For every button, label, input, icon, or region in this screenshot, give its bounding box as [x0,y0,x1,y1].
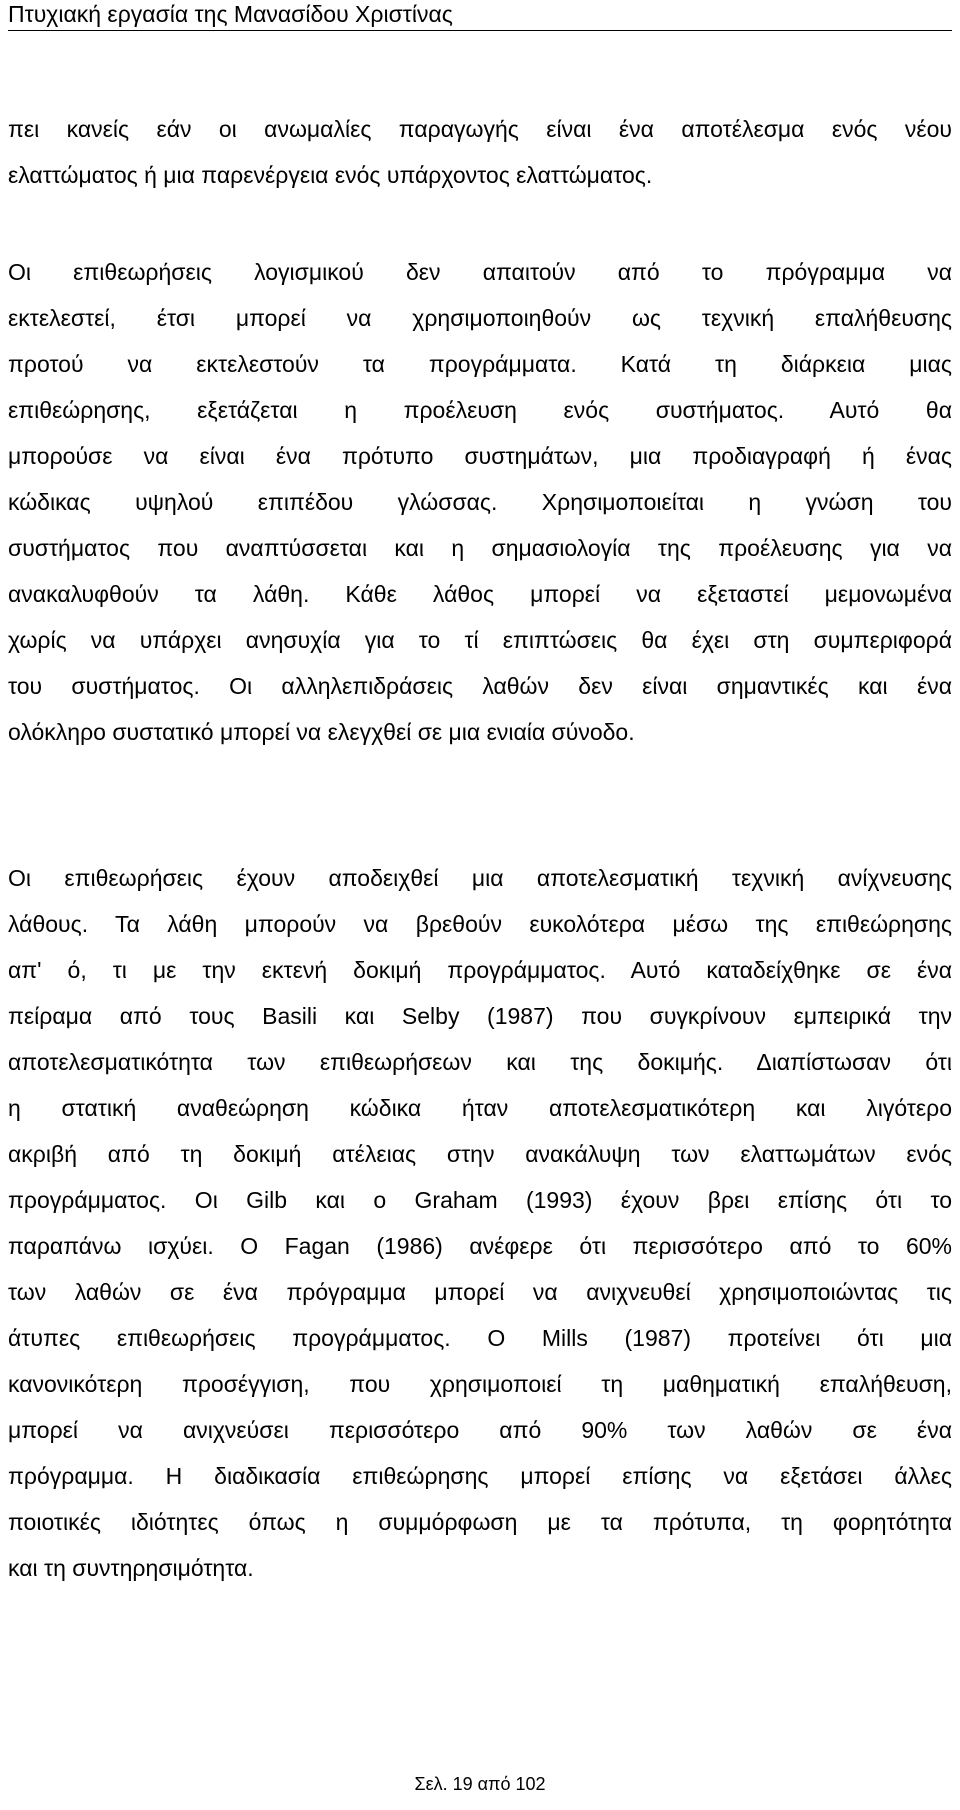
paragraph-3-line-2: λάθους. Τα λάθη μπορούν να βρεθούν ευκολότερα μέσω της επιθεώρησης [8,911,952,937]
paragraph-3-line-10: των λαθών σε ένα πρόγραμμα μπορεί να ανιχνευθεί χρησιμοποιώντας τις [8,1279,952,1305]
paragraph-2-line-4: επιθεώρησης, εξετάζεται η προέλευση ενός συστήματος. Αυτό θα [8,397,952,423]
paragraph-2-line-2: εκτελεστεί, έτσι μπορεί να χρησιμοποιηθούν ως τεχνική επαλήθευσης [8,305,952,331]
paragraph-2-line-11: ολόκληρο συστατικό μπορεί να ελεγχθεί σε μια ενιαία σύνοδο. [8,719,635,745]
paragraph-3-line-13: μπορεί να ανιχνεύσει περισσότερο από 90% των λαθών σε ένα [8,1417,952,1443]
paragraph-3-line-7: ακριβή από τη δοκιμή ατέλειας στην ανακάλυψη των ελαττωμάτων ενός [8,1141,952,1167]
paragraph-3-line-12: κανονικότερη προσέγγιση, που χρησιμοποιεί τη μαθηματική επαλήθευση, [8,1371,952,1397]
paragraph-3-line-14: πρόγραμμα. Η διαδικασία επιθεώρησης μπορεί επίσης να εξετάσει άλλες [8,1463,952,1489]
paragraph-2-line-6: κώδικας υψηλού επιπέδου γλώσσας. Χρησιμοποιείται η γνώση του [8,489,952,515]
paragraph-1-line-1: πει κανείς εάν οι ανωμαλίες παραγωγής είναι ένα αποτέλεσμα ενός νέου [8,116,952,142]
paragraph-1-line-2: ελαττώματος ή μια παρενέργεια ενός υπάρχοντος ελαττώματος. [8,162,653,188]
paragraph-3-line-1: Οι επιθεωρήσεις έχουν αποδειχθεί μια αποτελεσματική τεχνική ανίχνευσης [8,865,952,891]
paragraph-3-line-11: άτυπες επιθεωρήσεις προγράμματος. Ο Mills (1987) προτείνει ότι μια [8,1325,952,1351]
paragraph-2-line-3: προτού να εκτελεστούν τα προγράμματα. Κατά τη διάρκεια μιας [8,351,952,377]
paragraph-2-line-10: του συστήματος. Οι αλληλεπιδράσεις λαθών δεν είναι σημαντικές και ένα [8,673,952,699]
header-title: Πτυχιακή εργασία της Μανασίδου Χριστίνας [8,1,453,27]
paragraph-3-line-6: η στατική αναθεώρηση κώδικα ήταν αποτελεσματικότερη και λιγότερο [8,1095,952,1121]
paragraph-3-line-3: απ' ό, τι με την εκτενή δοκιμή προγράμματος. Αυτό καταδείχθηκε σε ένα [8,957,952,983]
paragraph-2-line-8: ανακαλυφθούν τα λάθη. Κάθε λάθος μπορεί να εξεταστεί μεμονωμένα [8,581,952,607]
page-number: Σελ. 19 από 102 [414,1774,546,1794]
paragraph-3-line-15: ποιοτικές ιδιότητες όπως η συμμόρφωση με τα πρότυπα, τη φορητότητα [8,1509,952,1535]
paragraph-2-line-7: συστήματος που αναπτύσσεται και η σημασιολογία της προέλευσης για να [8,535,952,561]
paragraph-2-line-1: Οι επιθεωρήσεις λογισμικού δεν απαιτούν από το πρόγραμμα να [8,259,952,285]
paragraph-2-line-5: μπορούσε να είναι ένα πρότυπο συστημάτων, μια προδιαγραφή ή ένας [8,443,952,469]
paragraph-3-line-5: αποτελεσματικότητα των επιθεωρήσεων και της δοκιμής. Διαπίστωσαν ότι [8,1049,952,1075]
paragraph-3-line-4: πείραμα από τους Basili και Selby (1987) που συγκρίνουν εμπειρικά την [8,1003,952,1029]
paragraph-3-line-16: και τη συντηρησιμότητα. [8,1555,254,1581]
paragraph-3-line-8: προγράμματος. Οι Gilb και ο Graham (1993) έχουν βρει επίσης ότι το [8,1187,952,1213]
paragraph-2-line-9: χωρίς να υπάρχει ανησυχία για το τί επιπτώσεις θα έχει στη συμπεριφορά [8,627,952,653]
paragraph-3-line-9: παραπάνω ισχύει. Ο Fagan (1986) ανέφερε ότι περισσότερο από το 60% [8,1233,952,1259]
page-header [8,0,952,31]
